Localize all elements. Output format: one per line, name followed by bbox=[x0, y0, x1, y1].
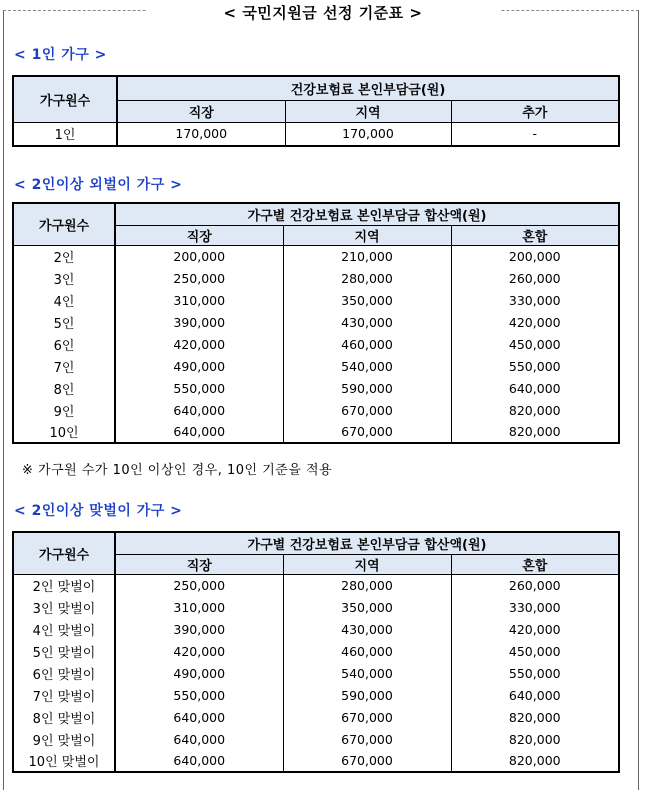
page-title: < 국민지원금 선정 기준표 > bbox=[146, 2, 500, 23]
col-header-region: 지역 bbox=[283, 225, 451, 245]
table-row bbox=[13, 574, 619, 596]
cell-value: 390,000 bbox=[115, 618, 283, 640]
cell-value: 420,000 bbox=[451, 618, 619, 640]
cell-value: 310,000 bbox=[115, 289, 283, 311]
cell-value: 280,000 bbox=[283, 574, 451, 596]
table-row bbox=[13, 289, 619, 311]
cell-value: 550,000 bbox=[451, 662, 619, 684]
cell-value: 430,000 bbox=[283, 618, 451, 640]
cell-value: 330,000 bbox=[451, 289, 619, 311]
table-row bbox=[13, 245, 619, 267]
cell-value: 820,000 bbox=[451, 421, 619, 443]
col-header-workplace: 직장 bbox=[115, 554, 283, 574]
row-label: 3인 맞벌이 bbox=[13, 596, 115, 618]
row-label: 6인 bbox=[13, 333, 115, 355]
cell-value: 420,000 bbox=[115, 333, 283, 355]
row-label: 7인 bbox=[13, 355, 115, 377]
section-heading-single-income: < 2인이상 외벌이 가구 > bbox=[14, 177, 183, 193]
cell-value: 200,000 bbox=[451, 245, 619, 267]
cell-value: 260,000 bbox=[451, 267, 619, 289]
col-header-mixed: 혼합 bbox=[451, 554, 619, 574]
cell-value: 460,000 bbox=[283, 333, 451, 355]
cell-value: 670,000 bbox=[283, 421, 451, 443]
table-row bbox=[13, 596, 619, 618]
table-row bbox=[13, 684, 619, 706]
section-heading-single: < 1인 가구 > bbox=[14, 47, 107, 63]
cell-value: 640,000 bbox=[115, 706, 283, 728]
cell-value: 310,000 bbox=[115, 596, 283, 618]
table-row bbox=[13, 355, 619, 377]
row-header: 가구원수 bbox=[13, 76, 117, 122]
cell-value: 640,000 bbox=[451, 377, 619, 399]
table-row bbox=[13, 728, 619, 750]
col-header-extra: 추가 bbox=[451, 100, 619, 122]
cell-value: 640,000 bbox=[115, 421, 283, 443]
cell-value: - bbox=[451, 122, 619, 146]
table-row bbox=[13, 399, 619, 421]
row-label: 10인 맞벌이 bbox=[13, 750, 115, 772]
row-label: 7인 맞벌이 bbox=[13, 684, 115, 706]
row-label: 6인 맞벌이 bbox=[13, 662, 115, 684]
cell-value: 420,000 bbox=[115, 640, 283, 662]
section-heading-dual-income: < 2인이상 맞벌이 가구 > bbox=[14, 503, 183, 519]
row-label: 3인 bbox=[13, 267, 115, 289]
table-row bbox=[13, 750, 619, 772]
table-row bbox=[13, 311, 619, 333]
row-label: 8인 bbox=[13, 377, 115, 399]
col-header-workplace: 직장 bbox=[117, 100, 285, 122]
cell-value: 420,000 bbox=[451, 311, 619, 333]
cell-value: 640,000 bbox=[115, 399, 283, 421]
cell-value: 210,000 bbox=[283, 245, 451, 267]
table-row bbox=[13, 421, 619, 443]
cell-value: 550,000 bbox=[115, 377, 283, 399]
cell-value: 670,000 bbox=[283, 399, 451, 421]
cell-value: 590,000 bbox=[283, 684, 451, 706]
row-label: 2인 맞벌이 bbox=[13, 574, 115, 596]
cell-value: 280,000 bbox=[283, 267, 451, 289]
cell-value: 820,000 bbox=[451, 706, 619, 728]
cell-value: 460,000 bbox=[283, 640, 451, 662]
cell-value: 820,000 bbox=[451, 728, 619, 750]
cell-value: 670,000 bbox=[283, 750, 451, 772]
cell-value: 450,000 bbox=[451, 333, 619, 355]
table-row bbox=[13, 333, 619, 355]
cell-value: 260,000 bbox=[451, 574, 619, 596]
row-label: 4인 맞벌이 bbox=[13, 618, 115, 640]
row-label: 9인 맞벌이 bbox=[13, 728, 115, 750]
cell-value: 540,000 bbox=[283, 662, 451, 684]
table-row bbox=[13, 640, 619, 662]
cell-value: 820,000 bbox=[451, 399, 619, 421]
title-bar bbox=[0, 0, 646, 24]
table-dual-income-household bbox=[12, 531, 620, 773]
cell-value: 670,000 bbox=[283, 706, 451, 728]
row-label: 8인 맞벌이 bbox=[13, 706, 115, 728]
cell-value: 350,000 bbox=[283, 289, 451, 311]
cell-value: 250,000 bbox=[115, 267, 283, 289]
cell-value: 820,000 bbox=[451, 750, 619, 772]
cell-value: 550,000 bbox=[451, 355, 619, 377]
row-label: 1인 bbox=[13, 122, 117, 146]
cell-value: 450,000 bbox=[451, 640, 619, 662]
cell-value: 490,000 bbox=[115, 355, 283, 377]
cell-value: 390,000 bbox=[115, 311, 283, 333]
cell-value: 170,000 bbox=[117, 122, 285, 146]
row-label: 5인 맞벌이 bbox=[13, 640, 115, 662]
cell-value: 250,000 bbox=[115, 574, 283, 596]
cell-value: 490,000 bbox=[115, 662, 283, 684]
col-header-mixed: 혼합 bbox=[451, 225, 619, 245]
cell-value: 640,000 bbox=[115, 750, 283, 772]
row-header: 가구원수 bbox=[13, 532, 115, 574]
group-header: 가구별 건강보험료 본인부담금 합산액(원) bbox=[115, 203, 619, 225]
table-row bbox=[13, 618, 619, 640]
row-label: 4인 bbox=[13, 289, 115, 311]
cell-value: 550,000 bbox=[115, 684, 283, 706]
cell-value: 640,000 bbox=[115, 728, 283, 750]
row-label: 10인 bbox=[13, 421, 115, 443]
row-label: 5인 bbox=[13, 311, 115, 333]
cell-value: 670,000 bbox=[283, 728, 451, 750]
table-row bbox=[13, 267, 619, 289]
row-label: 9인 bbox=[13, 399, 115, 421]
table-row bbox=[13, 706, 619, 728]
cell-value: 170,000 bbox=[285, 122, 451, 146]
col-header-region: 지역 bbox=[283, 554, 451, 574]
cell-value: 200,000 bbox=[115, 245, 283, 267]
table-row bbox=[13, 377, 619, 399]
cell-value: 540,000 bbox=[283, 355, 451, 377]
cell-value: 430,000 bbox=[283, 311, 451, 333]
col-header-workplace: 직장 bbox=[115, 225, 283, 245]
cell-value: 590,000 bbox=[283, 377, 451, 399]
table-row bbox=[13, 122, 619, 146]
row-label: 2인 bbox=[13, 245, 115, 267]
cell-value: 640,000 bbox=[451, 684, 619, 706]
table-row bbox=[13, 662, 619, 684]
row-header: 가구원수 bbox=[13, 203, 115, 245]
table-single-income-household bbox=[12, 202, 620, 444]
cell-value: 350,000 bbox=[283, 596, 451, 618]
cell-value: 330,000 bbox=[451, 596, 619, 618]
note-text: ※ 가구원 수가 10인 이상인 경우, 10인 기준을 적용 bbox=[22, 463, 333, 478]
group-header: 건강보험료 본인부담금(원) bbox=[117, 76, 619, 100]
table-single-household bbox=[12, 75, 620, 147]
col-header-region: 지역 bbox=[285, 100, 451, 122]
group-header: 가구별 건강보험료 본인부담금 합산액(원) bbox=[115, 532, 619, 554]
